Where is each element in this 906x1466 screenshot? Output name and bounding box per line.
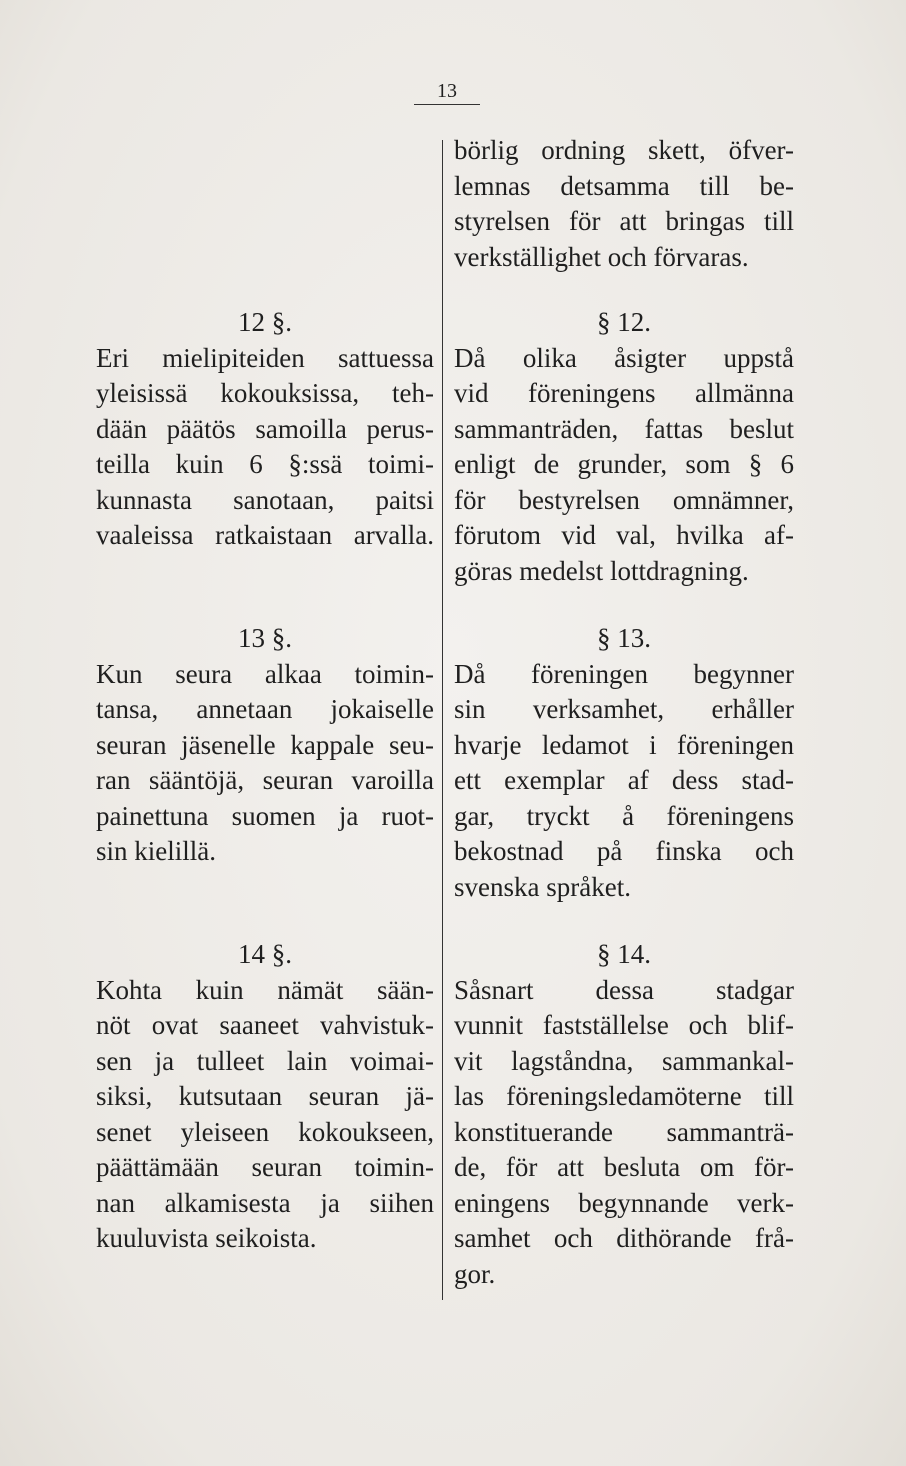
section-heading: 14 §. <box>238 939 292 969</box>
text-line: Eri mielipiteiden sattuessa <box>96 342 434 373</box>
section-12-swedish <box>454 305 794 589</box>
text-line: eningens begynnande verk- <box>454 1187 794 1218</box>
section-text <box>454 973 794 1293</box>
text-line: ran sääntöjä, seuran varoilla <box>96 765 434 795</box>
section-heading: § 13. <box>597 623 651 653</box>
text-line: vit lagståndna, sammankal- <box>454 1045 794 1076</box>
section-text <box>96 341 434 554</box>
text-line: päättämään seuran toimin- <box>96 1152 434 1182</box>
text-line: gor. <box>454 1258 496 1289</box>
text-line: enligt de grunder, som § 6 <box>454 449 794 479</box>
page-number: 13 <box>437 80 457 102</box>
text-line: Såsnart dessa stadgar <box>454 974 794 1005</box>
text-line: styrelsen för att bringas till <box>454 206 794 236</box>
section-text <box>96 973 434 1257</box>
text-line: Då föreningen begynner <box>454 658 794 689</box>
text-line: sin verksamhet, erhåller <box>454 694 794 724</box>
text-line: de, för att besluta om för- <box>454 1152 794 1182</box>
text-line: seuran jäsenelle kappale seu- <box>96 729 434 760</box>
section-12-finnish <box>96 305 434 554</box>
text-line: nan alkamisesta ja siihen <box>96 1187 434 1218</box>
text-line: vid föreningens allmänna <box>454 378 794 408</box>
text-line: samhet och dithörande frå- <box>454 1223 794 1253</box>
text-line: tansa, annetaan jokaiselle <box>96 694 434 724</box>
text-line: Kun seura alkaa toimin- <box>96 658 434 689</box>
section-heading: § 12. <box>597 307 651 337</box>
text-line: ett exemplar af dess stad- <box>454 765 794 795</box>
section-text <box>454 133 794 275</box>
section-13-finnish <box>96 621 434 870</box>
text-line: painettuna suomen ja ruot- <box>96 800 434 831</box>
text-line: teilla kuin 6 §:ssä toimi- <box>96 449 434 479</box>
text-line: vunnit fastställelse och blif- <box>454 1010 794 1040</box>
text-line: las föreningsledamöterne till <box>454 1081 794 1111</box>
text-line: sammanträden, fattas beslut <box>454 413 794 444</box>
text-line: dään päätös samoilla perus- <box>96 413 434 444</box>
column-divider <box>442 140 443 1300</box>
text-line: göras medelst lottdragning. <box>454 555 749 586</box>
text-line: kunnasta sanotaan, paitsi <box>96 484 434 515</box>
text-line: bekostnad på finska och <box>454 836 794 866</box>
text-line: Då olika åsigter uppstå <box>454 342 794 373</box>
text-line: för bestyrelsen omnämner, <box>454 484 794 515</box>
section-heading: 12 §. <box>238 307 292 337</box>
text-line: förutom vid val, hvilka af- <box>454 520 794 550</box>
section-heading: 13 §. <box>238 623 292 653</box>
section-14-swedish <box>454 937 794 1292</box>
text-line: siksi, kutsutaan seuran jä- <box>96 1081 434 1111</box>
section-13-swedish <box>454 621 794 905</box>
text-line: hvarje ledamot i föreningen <box>454 729 794 760</box>
text-line: svenska språket. <box>454 871 631 902</box>
text-line: lemnas detsamma till be- <box>454 170 794 201</box>
section-text <box>454 341 794 590</box>
text-line: sen ja tulleet lain voimai- <box>96 1045 434 1076</box>
text-line: kuuluvista seikoista. <box>96 1223 317 1253</box>
text-line: Kohta kuin nämät sään- <box>96 974 434 1005</box>
section-text <box>454 657 794 906</box>
header-rule <box>414 104 480 105</box>
text-line: börlig ordning skett, öfver- <box>454 135 794 165</box>
text-line: verkställighet och förvaras. <box>454 241 749 272</box>
text-line: vaaleissa ratkaistaan arvalla. <box>96 520 434 550</box>
section-text <box>96 657 434 870</box>
section-14-finnish <box>96 937 434 1257</box>
text-line: konstituerande sammanträ- <box>454 1116 794 1147</box>
text-line: senet yleiseen kokoukseen, <box>96 1116 434 1147</box>
text-line: sin kielillä. <box>96 836 216 866</box>
intro-swedish <box>454 133 794 275</box>
section-heading: § 14. <box>597 939 651 969</box>
text-line: gar, tryckt å föreningens <box>454 800 794 831</box>
text-line: nöt ovat saaneet vahvistuk- <box>96 1010 434 1040</box>
text-line: yleisissä kokouksissa, teh- <box>96 378 434 408</box>
